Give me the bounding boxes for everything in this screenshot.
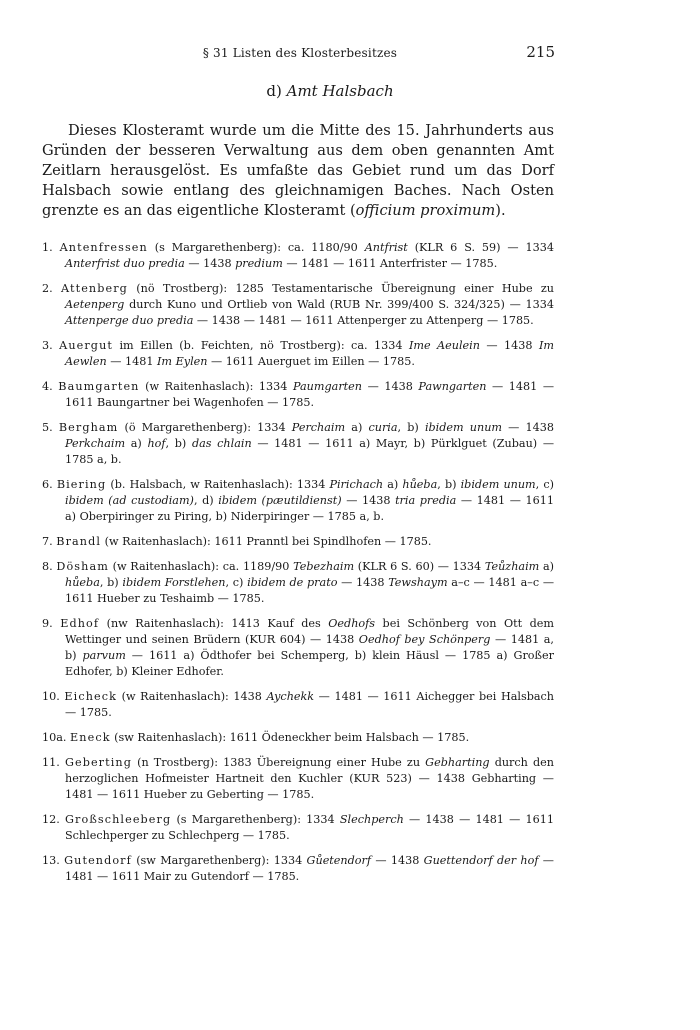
entry-historic-form: Paumgarten [292, 380, 362, 393]
entry-text: — 1481 [106, 355, 158, 368]
entry-text: (w Raitenhaslach): 1611 Pranntl bei Spindlhofen — 1785. [101, 535, 432, 548]
entry-historic-form: hůeba [402, 478, 438, 491]
entry-historic-form: ibidem unum [460, 478, 536, 491]
list-item [42, 755, 554, 803]
entry-text: — 1438 [371, 854, 424, 867]
entry-text: a) [345, 421, 369, 434]
entry-text: (w Raitenhaslach): 1438 [116, 690, 267, 703]
entry-number: 12. [42, 813, 60, 826]
entry-text: (n Trostberg): 1383 Übereignung einer Hube zu [131, 756, 426, 769]
section-heading [40, 82, 620, 100]
entry-number: 6. [42, 478, 53, 491]
list-item [42, 379, 554, 411]
intro-text: Dieses Klosteramt wurde um die Mitte des 15. Jahrhunderts aus Gründen der besseren Verwaltung aus dem oben genannten Amt Zeitlarn herausgelöst. Es umfaßte das Gebiet rund um das Dorf Halsbach sowie entlang des gleichnamigen Baches. Nach Osten grenzte es an das eigentliche Klosteramt ( [42, 122, 554, 219]
entry-historic-form: Anterfrist duo predia [65, 257, 185, 270]
entry-historic-form: Im Aewlen [65, 339, 555, 368]
entry-place-name: Edhof [60, 617, 100, 630]
entry-number: 4. [42, 380, 53, 393]
entry-place-name: Eneck [70, 731, 111, 744]
entry-historic-form: Tewshaym [388, 576, 448, 589]
entry-text: (nö Trostberg): 1285 Testamentarische Übereignung einer Hube zu [127, 282, 554, 295]
entry-number: 13. [42, 854, 60, 867]
entry-text: , d) [193, 494, 219, 507]
intro-paragraph [42, 121, 554, 221]
entry-text: (nw Raitenhaslach): 1413 Kauf des [99, 617, 329, 630]
entry-historic-form: Slechperch [339, 813, 404, 826]
entry-text: , b) [397, 421, 425, 434]
section-label: d) [266, 82, 282, 100]
entry-text: bei Schönberg von Ott dem Wettinger und seinen Brüdern (KUR 604) — 1438 [65, 617, 555, 646]
entry-list [42, 240, 554, 894]
entry-historic-form: hůeba [65, 576, 100, 589]
list-item [42, 559, 554, 607]
entry-text: , b) [99, 576, 123, 589]
entry-text: , c) [535, 478, 554, 491]
entry-historic-form: ibidem de prato [247, 576, 338, 589]
entry-place-name: Brandl [56, 535, 102, 548]
list-item [42, 240, 554, 272]
entry-text: durch Kuno und Ortlieb von Wald (RUB Nr. 399/400 S. 324/325) — 1334 [124, 298, 554, 311]
entry-historic-form: Ime Aeulein [408, 339, 480, 352]
entry-historic-form: ibidem unum [424, 421, 503, 434]
entry-historic-form: das chlain [191, 437, 252, 450]
entry-text: — 1481 — 1611 a) Oberpiringer zu Piring, b) Niderpiringer — 1785 a, b. [65, 494, 555, 523]
entry-number: 2. [42, 282, 53, 295]
entry-text: — 1438 [502, 421, 554, 434]
entry-text: a) [539, 560, 554, 573]
entry-place-name: Geberting [64, 756, 132, 769]
entry-text: (ö Margarethenberg): 1334 [118, 421, 292, 434]
entry-place-name: Antenfressen [59, 241, 148, 254]
list-item [42, 812, 554, 844]
list-item [42, 281, 554, 329]
entry-number: 5. [42, 421, 53, 434]
entry-historic-form: Gůetendorf [306, 854, 372, 867]
entry-place-name: Großschleeberg [65, 813, 172, 826]
entry-historic-form: Pawngarten [418, 380, 487, 393]
entry-number: 9. [42, 617, 53, 630]
entry-text: (KLR 6 S. 60) — 1334 [354, 560, 485, 573]
entry-historic-form: Im Eylen [157, 355, 208, 368]
entry-text: — 1438 — 1481 — 1611 Attenperger zu Attenperg — 1785. [193, 314, 534, 327]
entry-historic-form: Gebharting [425, 756, 490, 769]
entry-place-name: Eicheck [64, 690, 117, 703]
entry-number: 10. [42, 690, 60, 703]
entry-place-name: Gutendorf [64, 854, 132, 867]
intro-text-end: ). [495, 201, 506, 219]
list-item [42, 730, 554, 746]
entry-text: — 1481 — 1611 Mair zu Gutendorf — 1785. [65, 854, 554, 883]
list-item [42, 338, 554, 370]
entry-text: (sw Raitenhaslach): 1611 Ödeneckher beim Halsbach — 1785. [110, 731, 470, 744]
entry-number: 7. [42, 535, 53, 548]
entry-historic-form: parvum [82, 649, 126, 662]
list-item [42, 616, 554, 680]
entry-place-name: Attenberg [61, 282, 128, 295]
entry-text: — 1611 Auerguet im Eillen — 1785. [207, 355, 415, 368]
entry-text: — 1481 — 1611 Baungartner bei Wagenhofen — 1785. [65, 380, 555, 409]
list-item [42, 853, 554, 885]
entry-text: (sw Margarethenberg): 1334 [131, 854, 307, 867]
section-title: Amt Halsbach [286, 82, 394, 100]
entry-text: (w Raitenhaslach): 1334 [139, 380, 293, 393]
entry-text: — 1481 a, b) [65, 633, 554, 662]
entry-historic-form: Tebezhaim [293, 560, 355, 573]
entry-number: 1. [42, 241, 53, 254]
entry-historic-form: Aychekk [266, 690, 315, 703]
entry-historic-form: Attenperge duo predia [65, 314, 194, 327]
entry-text: a–c — 1481 a–c — 1611 Hueber zu Teshaimb — 1785. [65, 576, 555, 605]
entry-text: , c) [225, 576, 248, 589]
entry-historic-form: ibidem (pæutildienst) [218, 494, 342, 507]
entry-text: — 1438 — 1481 — 1611 Schlechperger zu Schlechperg — 1785. [65, 813, 554, 842]
entry-text: — 1481 — 1611 a) Mayr, b) Pürklguet (Zubau) — 1785 a, b. [65, 437, 555, 466]
entry-text: — 1481 — 1611 Anterfrister — 1785. [282, 257, 498, 270]
entry-historic-form: Oedhof bey Schönperg [358, 633, 491, 646]
entry-place-name: Bergham [58, 421, 119, 434]
intro-italic-term: officium proximum [355, 201, 496, 219]
entry-text: (w Raitenhaslach): ca. 1189/90 [108, 560, 294, 573]
entry-text: — 1438 [337, 576, 389, 589]
entry-text: im Eillen (b. Feichten, nö Trostberg): ca. 1334 [112, 339, 409, 352]
running-head: § 31 Listen des Klosterbesitzes [202, 46, 398, 60]
list-item [42, 689, 554, 721]
entry-historic-form: Oedhofs [328, 617, 376, 630]
entry-number: 11. [42, 756, 60, 769]
entry-historic-form: curia [368, 421, 398, 434]
entry-text: (s Margarethenberg): 1334 [171, 813, 340, 826]
entry-historic-form: Pirichach [329, 478, 384, 491]
list-item [42, 420, 554, 468]
entry-historic-form: predium [235, 257, 283, 270]
entry-text: , b) [437, 478, 461, 491]
entry-historic-form: Guettendorf der hof [423, 854, 539, 867]
entry-historic-form: ibidem Forstlehen [122, 576, 226, 589]
list-item [42, 534, 554, 550]
entry-number: 8. [42, 560, 53, 573]
entry-text: (s Margarethenberg): ca. 1180/90 [147, 241, 365, 254]
entry-historic-form: Perkchaim [65, 437, 126, 450]
entry-text: , b) [165, 437, 192, 450]
page-number: 215 [526, 43, 555, 61]
entry-text: a) [125, 437, 148, 450]
entry-historic-form: hof [147, 437, 166, 450]
entry-text: — 1438 [341, 494, 396, 507]
entry-text: a) [383, 478, 403, 491]
entry-historic-form: tria predia [395, 494, 457, 507]
entry-historic-form: Antfrist [364, 241, 408, 254]
entry-text: (b. Halsbach, w Raitenhaslach): 1334 [106, 478, 330, 491]
entry-place-name: Auergut [59, 339, 113, 352]
entry-text: — 1438 [362, 380, 419, 393]
entry-text: — 1611 a) Ödthofer bei Schemperg, b) klein Häusl — 1785 a) Großer Edhofer, b) Kleiner Edhofer. [65, 649, 554, 678]
list-item [42, 477, 554, 525]
entry-text: durch den herzoglichen Hofmeister Hartneit den Kuchler (KUR 523) — 1438 Gebharting — 1481 — 1611 Hueber zu Geberting — 1785. [65, 756, 554, 801]
entry-historic-form: Teůzhaim [484, 560, 540, 573]
entry-historic-form: Aetenperg [65, 298, 125, 311]
entry-text: (KLR 6 S. 59) — 1334 [407, 241, 554, 254]
entry-text: — 1438 [184, 257, 236, 270]
entry-historic-form: Perchaim [291, 421, 346, 434]
entry-text: — 1438 [479, 339, 539, 352]
entry-place-name: Dösham [56, 560, 109, 573]
entry-number: 3. [42, 339, 53, 352]
entry-text: — 1481 — 1611 Aichegger bei Halsbach — 1785. [65, 690, 554, 719]
entry-historic-form: ibidem (ad custodiam) [65, 494, 194, 507]
entry-number: 10a. [42, 731, 67, 744]
entry-place-name: Biering [56, 478, 107, 491]
entry-place-name: Baumgarten [58, 380, 140, 393]
